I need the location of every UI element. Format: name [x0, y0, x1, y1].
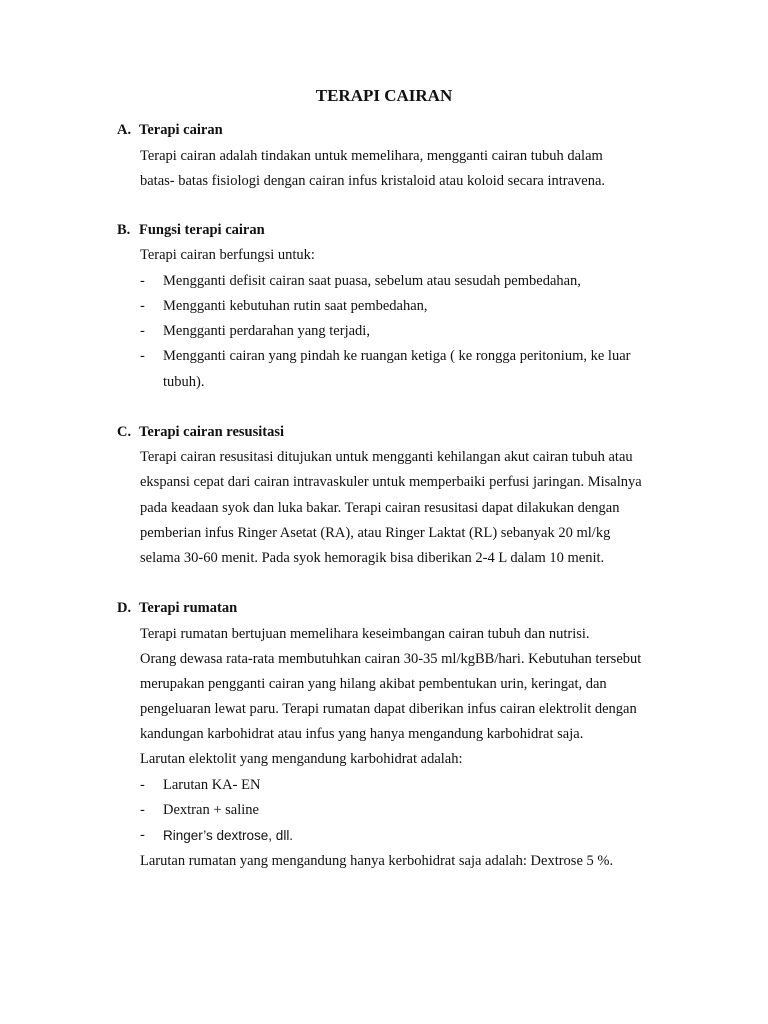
- section-c-heading: [117, 424, 284, 441]
- paragraph-line: Larutan elektolit yang mengandung karbohidrat adalah:: [140, 751, 463, 767]
- paragraph-line: Terapi cairan adalah tindakan untuk memelihara, mengganti cairan tubuh dalam: [140, 148, 603, 164]
- section-title: Fungsi terapi cairan: [139, 222, 265, 238]
- section-d-heading: [117, 600, 237, 617]
- section-b-heading: [117, 222, 265, 239]
- page-title: TERAPI CAIRAN: [315, 86, 453, 105]
- paragraph-line: Terapi cairan berfungsi untuk:: [140, 247, 315, 263]
- list-item: Mengganti defisit cairan saat puasa, sebelum atau sesudah pembedahan,: [163, 273, 581, 289]
- bullet-dash: -: [140, 273, 145, 289]
- bullet-dash: -: [140, 777, 145, 793]
- section-letter: A.: [117, 122, 132, 138]
- paragraph-line: ekspansi cepat dari cairan intravaskuler untuk memperbaiki perfusi jaringan. Misalnya: [140, 474, 642, 490]
- section-title: Terapi cairan: [139, 122, 223, 138]
- list-item: Mengganti kebutuhan rutin saat pembedahan,: [163, 298, 428, 314]
- paragraph-line: Orang dewasa rata-rata membutuhkan cairan 30-35 ml/kgBB/hari. Kebutuhan tersebut: [140, 651, 642, 667]
- bullet-dash: -: [140, 802, 145, 818]
- section-title: Terapi cairan resusitasi: [139, 424, 285, 440]
- list-item: Mengganti perdarahan yang terjadi,: [163, 323, 370, 339]
- paragraph-line: Terapi cairan resusitasi ditujukan untuk mengganti kehilangan akut cairan tubuh atau: [140, 449, 633, 465]
- section-letter: B.: [117, 222, 131, 238]
- bullet-dash: -: [140, 827, 145, 843]
- paragraph-line: kandungan karbohidrat atau infus yang hanya mengandung karbohidrat saja.: [140, 726, 584, 742]
- list-item: Mengganti cairan yang pindah ke ruangan ketiga ( ke rongga peritonium, ke luar: [163, 348, 631, 364]
- paragraph-line: Larutan rumatan yang mengandung hanya kerbohidrat saja adalah: Dextrose 5 %.: [140, 853, 614, 869]
- paragraph-line: pada keadaan syok dan luka bakar. Terapi cairan resusitasi dapat dilakukan dengan: [140, 500, 620, 516]
- paragraph-line: merupakan pengganti cairan yang hilang akibat pembentukan urin, keringat, dan: [140, 676, 607, 692]
- section-letter: D.: [117, 600, 132, 616]
- bullet-dash: -: [140, 298, 145, 314]
- paragraph-line: selama 30-60 menit. Pada syok hemoragik bisa diberikan 2-4 L dalam 10 menit.: [140, 550, 605, 566]
- list-item: Ringer’s dextrose, dll.: [163, 828, 294, 843]
- section-letter: C.: [117, 424, 132, 440]
- bullet-dash: -: [140, 348, 145, 364]
- section-title: Terapi rumatan: [139, 600, 238, 616]
- paragraph-line: Terapi rumatan bertujuan memelihara keseimbangan cairan tubuh dan nutrisi.: [140, 626, 590, 642]
- list-item: Dextran + saline: [163, 802, 259, 818]
- paragraph-line: pemberian infus Ringer Asetat (RA), atau Ringer Laktat (RL) sebanyak 20 ml/kg: [140, 525, 611, 541]
- section-a-heading: [117, 122, 223, 139]
- bullet-dash: -: [140, 323, 145, 339]
- list-item: Larutan KA- EN: [163, 777, 261, 793]
- list-item-continuation: tubuh).: [163, 374, 205, 390]
- paragraph-line: batas- batas fisiologi dengan cairan infus kristaloid atau koloid secara intravena.: [140, 173, 606, 189]
- paragraph-line: pengeluaran lewat paru. Terapi rumatan dapat diberikan infus cairan elektrolit dengan: [140, 701, 637, 717]
